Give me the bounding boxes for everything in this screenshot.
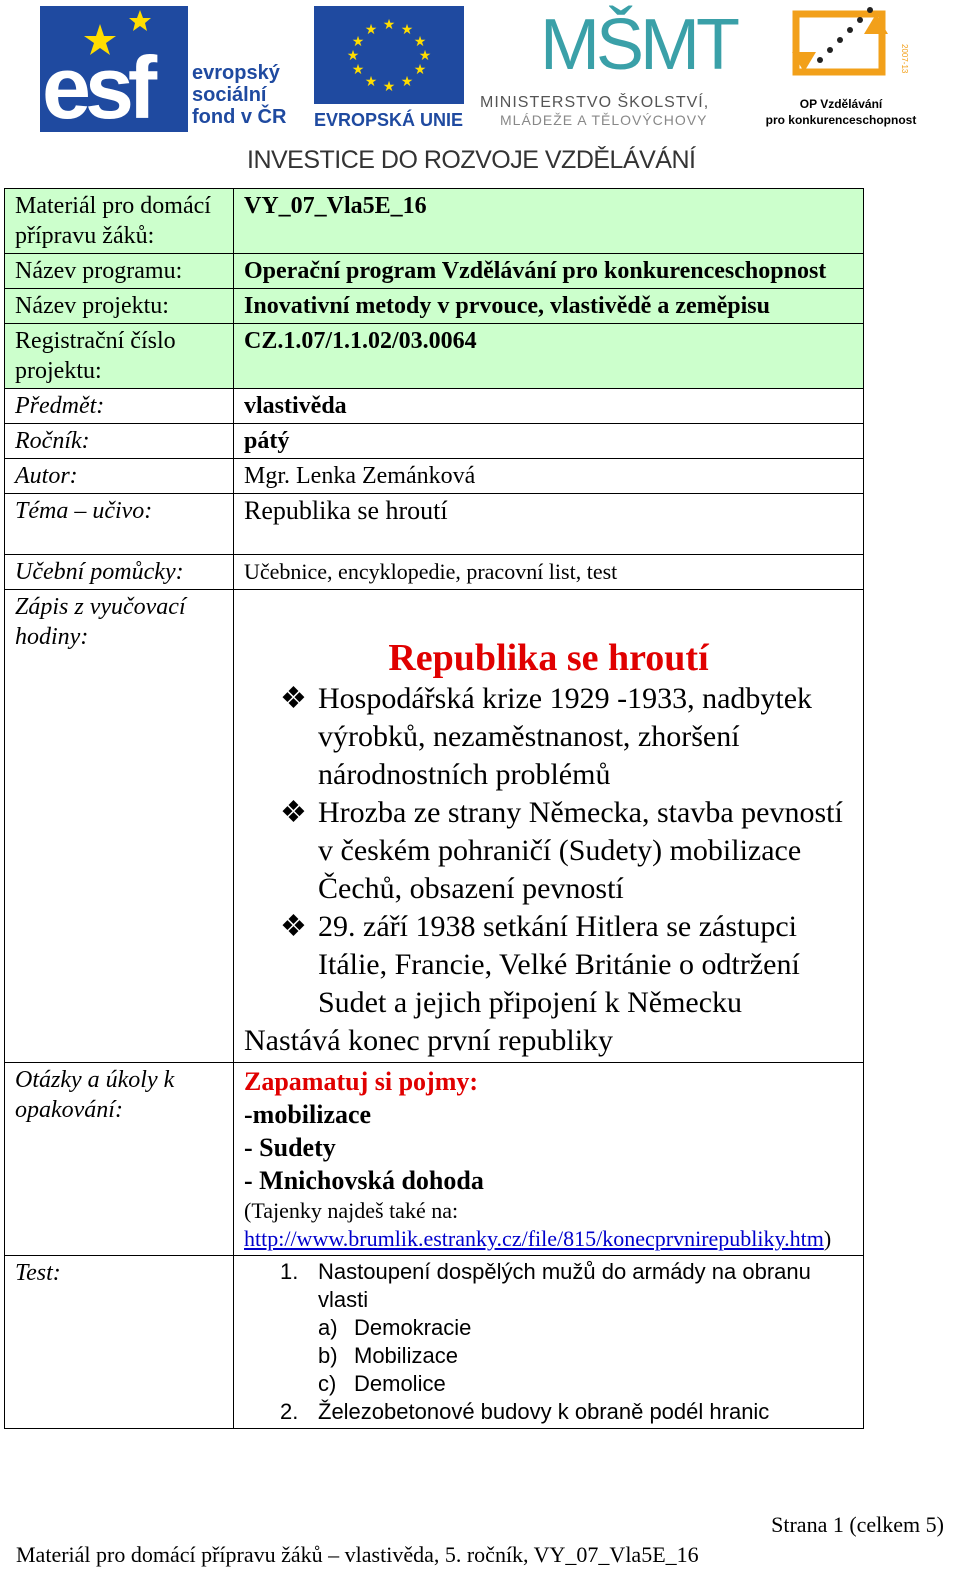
- material-value: VY_07_Vla5E_16: [234, 189, 864, 254]
- remember-heading: Zapamatuj si pojmy:: [244, 1067, 479, 1096]
- questions-label: Otázky a úkoly k opakování:: [5, 1063, 234, 1256]
- msmt-text-line2: MLÁDEŽE A TĚLOVÝCHOVY: [500, 112, 708, 128]
- answer-option: [318, 1314, 853, 1342]
- question-text: Nastoupení dospělých mužů do armády na obranu vlasti: [318, 1259, 811, 1312]
- term-item: - Mnichovská dohoda: [244, 1166, 484, 1195]
- esf-logo-block: [40, 6, 188, 137]
- svg-text:★: ★: [382, 79, 396, 95]
- hint-link-line: [244, 1225, 853, 1253]
- list-item: [280, 794, 853, 908]
- aids-value: Učebnice, encyklopedie, pracovní list, test: [234, 555, 864, 590]
- diamond-bullet-icon: ❖: [280, 910, 307, 943]
- esf-text-line: sociální: [192, 84, 267, 106]
- page-number: Strana 1 (celkem 5): [771, 1512, 944, 1537]
- table-row: [5, 254, 864, 289]
- svg-text:★: ★: [400, 22, 414, 38]
- msmt-text-line1: MINISTERSTVO ŠKOLSTVÍ,: [480, 94, 710, 111]
- question-number: 1.: [280, 1259, 299, 1284]
- answer-option: [318, 1342, 853, 1370]
- option-letter: a): [318, 1315, 338, 1340]
- table-row: [5, 459, 864, 494]
- notes-conclusion: Nastává konec první republiky: [244, 1024, 614, 1057]
- eu-flag-icon: [314, 6, 464, 104]
- op-text-line2: pro konkurenceschopnost: [765, 113, 917, 127]
- eu-logo-text: EVROPSKÁ UNIE: [314, 110, 464, 130]
- list-item: [280, 680, 853, 794]
- table-row: [5, 289, 864, 324]
- option-text: Demolice: [354, 1371, 446, 1396]
- material-label: Materiál pro domácí přípravu žáků:: [5, 189, 234, 254]
- option-letter: b): [318, 1343, 338, 1368]
- table-row: [5, 189, 864, 254]
- investice-banner: INVESTICE DO ROZVOJE VZDĚLÁVÁNÍ: [247, 146, 696, 174]
- op-text-line1: OP Vzdělávání: [799, 97, 883, 111]
- diamond-bullet-icon: ❖: [280, 796, 307, 829]
- project-label: Název projektu:: [5, 289, 234, 324]
- answer-options: [318, 1314, 853, 1398]
- notes-bullet-list: [244, 680, 853, 1022]
- option-letter: c): [318, 1371, 337, 1396]
- msmt-logo: [480, 0, 750, 130]
- bullet-text: Hospodářská krize 1929 -1933, nadbytek výrobků, nezaměstnanost, zhoršení národnostních problémů: [318, 682, 813, 791]
- eu-logo: [314, 6, 464, 132]
- table-row: [5, 494, 864, 555]
- term-item: -mobilizace: [244, 1100, 372, 1129]
- test-label: Test:: [5, 1256, 234, 1429]
- hint-text: (Tajenky najdeš také na:: [244, 1198, 459, 1223]
- table-row: [5, 324, 864, 389]
- program-label: Název programu:: [5, 254, 234, 289]
- svg-text:★: ★: [413, 34, 427, 50]
- svg-text:★: ★: [364, 74, 378, 90]
- op-logo-icon: [752, 0, 930, 94]
- svg-text:★: ★: [418, 48, 432, 64]
- bullet-text: 29. září 1938 setkání Hitlera se zástupci Itálie, Francie, Velké Británie o odtržení Sudet a jejich připojení k Německu: [318, 910, 800, 1019]
- esf-text-line: evropský: [192, 62, 280, 84]
- op-logo-text: [752, 96, 930, 128]
- grade-value: pátý: [234, 424, 864, 459]
- test-question: [280, 1398, 853, 1426]
- svg-text:★: ★: [400, 74, 414, 90]
- op-logo: [752, 0, 930, 132]
- reg-value: CZ.1.07/1.1.02/03.0064: [234, 324, 864, 389]
- esf-letters: esf: [42, 38, 152, 137]
- table-row: [5, 555, 864, 590]
- table-row: [5, 1063, 864, 1256]
- option-text: Mobilizace: [354, 1343, 458, 1368]
- svg-text:★: ★: [382, 17, 396, 33]
- project-value: Inovativní metody v prvouce, vlastivědě a zeměpisu: [234, 289, 864, 324]
- lesson-table: [4, 188, 864, 1429]
- page-footer: Materiál pro domácí přípravu žáků – vlastivěda, 5. ročník, VY_07_Vla5E_16: [16, 1542, 699, 1567]
- notes-title: Republika se hroutí: [388, 637, 709, 679]
- svg-text:★: ★: [413, 62, 427, 78]
- author-value: Mgr. Lenka Zemánková: [234, 459, 864, 494]
- svg-text:★: ★: [364, 22, 378, 38]
- question-number: 2.: [280, 1399, 299, 1424]
- topic-value: Republika se hroutí: [234, 494, 864, 555]
- table-row: [5, 389, 864, 424]
- table-row: [5, 424, 864, 459]
- svg-text:★: ★: [351, 62, 365, 78]
- list-item: [280, 908, 853, 1022]
- diamond-bullet-icon: ❖: [280, 682, 307, 715]
- grade-label: Ročník:: [5, 424, 234, 459]
- program-value: Operační program Vzdělávání pro konkurenceschopnost: [234, 254, 864, 289]
- subject-value: vlastivěda: [234, 389, 864, 424]
- bullet-text: Hrozba ze strany Německa, stavba pevností v českém pohraničí (Sudety) mobilizace Čechů, obsazení pevností: [318, 796, 843, 905]
- esf-text-line: fond v ČR: [192, 106, 287, 128]
- topic-label: Téma – učivo:: [5, 494, 234, 555]
- esf-logo: [40, 6, 300, 137]
- answer-option: [318, 1370, 853, 1398]
- test-cell: [234, 1256, 864, 1429]
- notes-cell: [234, 590, 864, 1063]
- option-text: Demokracie: [354, 1315, 472, 1340]
- subject-label: Předmět:: [5, 389, 234, 424]
- svg-text:★: ★: [351, 34, 365, 50]
- test-question: [280, 1258, 853, 1398]
- notes-label: Zápis z vyučovací hodiny:: [5, 590, 234, 1063]
- table-row: [5, 1256, 864, 1429]
- author-label: Autor:: [5, 459, 234, 494]
- svg-text:2007-13: 2007-13: [900, 44, 909, 74]
- svg-text:★: ★: [346, 48, 360, 64]
- tajenka-link[interactable]: http://www.brumlik.estranky.cz/file/815/konecprvnirepubliky.htm: [244, 1226, 824, 1251]
- hint-close: ): [823, 1226, 832, 1251]
- term-item: - Sudety: [244, 1133, 336, 1162]
- esf-logo-text: [192, 62, 286, 128]
- question-text: Železobetonové budovy k obraně podél hranic: [318, 1399, 770, 1424]
- questions-cell: [234, 1063, 864, 1256]
- test-question-list: [244, 1258, 853, 1426]
- logo-bar: [40, 0, 930, 140]
- table-row: [5, 590, 864, 1063]
- aids-label: Učební pomůcky:: [5, 555, 234, 590]
- msmt-mark: MŠMT: [540, 5, 736, 85]
- reg-label: Registrační číslo projektu:: [5, 324, 234, 389]
